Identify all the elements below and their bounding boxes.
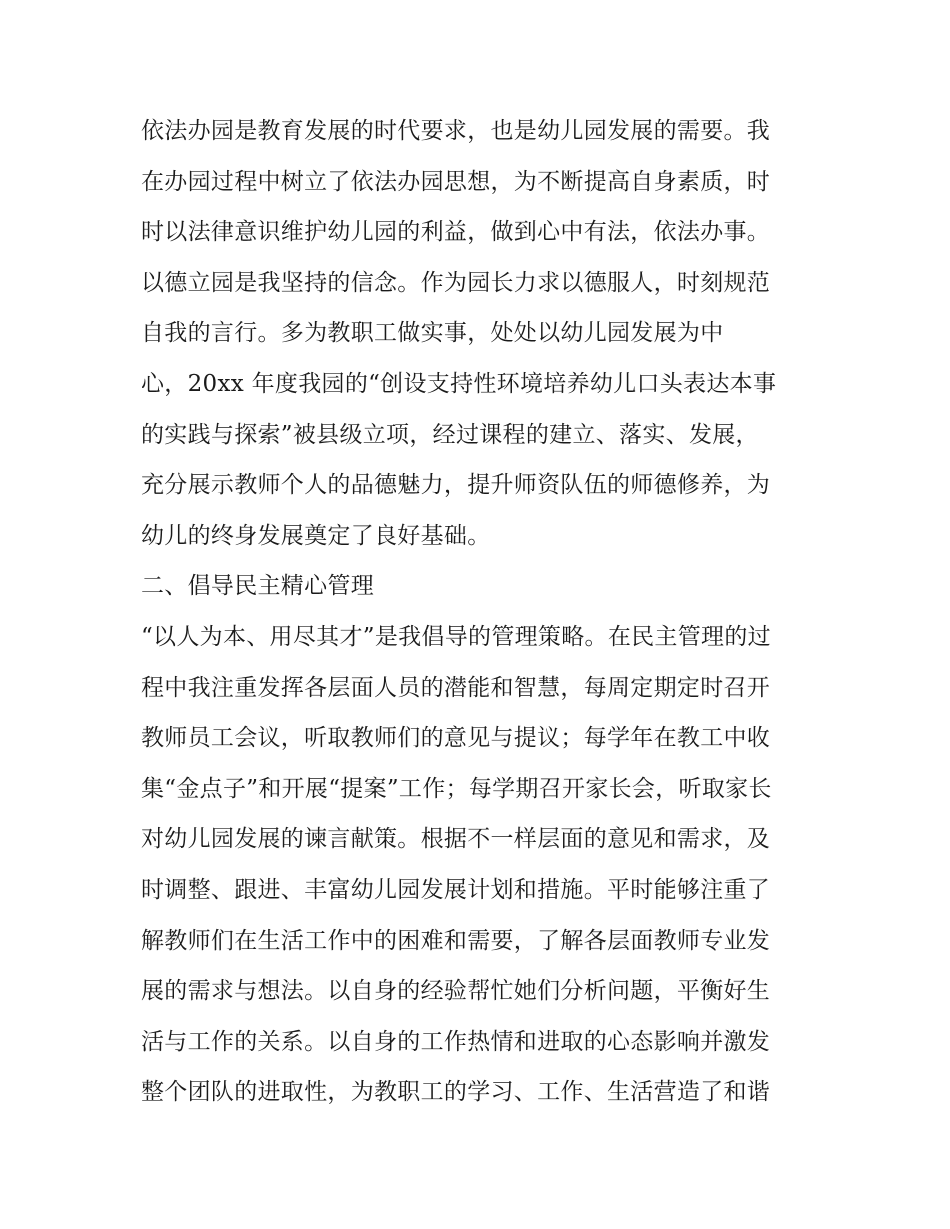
text-line: 程中我注重发挥各层面人员的潜能和智慧，每周定期定时召开	[141, 674, 771, 701]
text-line: 充分展示教师个人的品德魅力，提升师资队伍的师德修养，为	[141, 472, 771, 499]
body-text	[141, 112, 821, 1124]
text-line: 时以法律意识维护幼儿园的利益，做到心中有法，依法办事。	[141, 219, 771, 246]
section-heading: 二、倡导民主精心管理	[141, 573, 374, 600]
text-line: 活与工作的关系。以自身的工作热情和进取的心态影响并激发	[141, 1028, 771, 1055]
text-line: 自我的言行。多为教职工做实事，处处以幼儿园发展为中	[141, 320, 724, 347]
text-line: 展的需求与想法。以自身的经验帮忙她们分析问题，平衡好生	[141, 978, 771, 1005]
text-line: 教师员工会议，听取教师们的意见与提议；每学年在教工中收	[141, 725, 771, 752]
text-line: 整个团队的进取性，为教职工的学习、工作、生活营造了和谐	[141, 1079, 771, 1106]
text-line: “以人为本、用尽其才”是我倡导的管理策略。在民主管理的过	[141, 623, 771, 650]
text-line: 对幼儿园发展的谏言献策。根据不一样层面的意见和需求，及	[141, 826, 771, 853]
text-line: 心，20xx 年度我园的“创设支持性环境培养幼儿口头表达本事	[141, 370, 777, 397]
text-line: 依法办园是教育发展的时代要求，也是幼儿园发展的需要。我	[141, 118, 771, 144]
text-line: 集“金点子”和开展“提案”工作；每学期召开家长会，听取家长	[141, 775, 772, 802]
text-line: 的实践与探索”被县级立项，经过课程的建立、落实、发展，	[141, 421, 759, 448]
text-line: 时调整、跟进、丰富幼儿园发展计划和措施。平时能够注重了	[141, 876, 771, 903]
text-line: 在办园过程中树立了依法办园思想，为不断提高自身素质，时	[141, 168, 771, 195]
text-line: 幼儿的终身发展奠定了良好基础。	[141, 522, 491, 549]
text-line: 解教师们在生活工作中的困难和需要，了解各层面教师专业发	[141, 927, 771, 954]
text-line: 以德立园是我坚持的信念。作为园长力求以德服人，时刻规范	[141, 269, 771, 296]
